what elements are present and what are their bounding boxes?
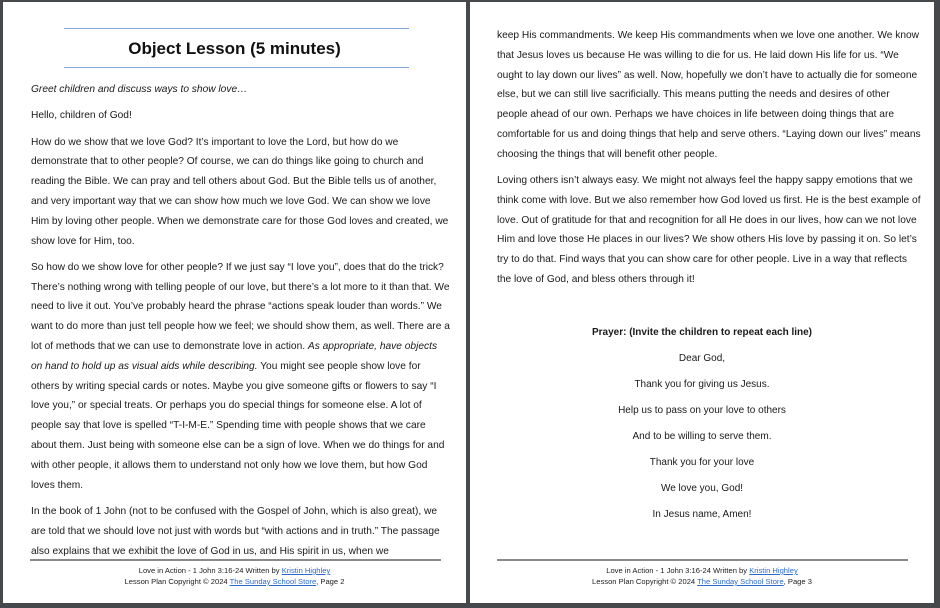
document-page-2	[3, 2, 466, 603]
lesson-body-left	[31, 80, 451, 568]
page-title: Object Lesson (5 minutes)	[128, 39, 341, 58]
paragraph-1: How do we show that we love God? It’s important to love the Lord, but how do we demonstrate that to other people? Of course, we can do things like going to church and reading the Bible. We can pray and tell others about God. But the Bible tells us of another, and very important way that we can show how much we love God. We can show we love Him by loving other people. When we demonstrate care for those God loves and created, we show love for Him, too.	[31, 136, 449, 247]
paragraph-3: In the book of 1 John (not to be confused with the Gospel of John, which is also great), we are told that we should love not just with words but “with actions and in truth.” The passage also explains that we exhibit the love of God in us, and His spirit in us, when we	[31, 505, 440, 557]
footer-rule	[497, 559, 908, 561]
greeting: Hello, children of God!	[31, 110, 132, 122]
prayer-line: Dear God,	[678, 353, 726, 364]
title-bottom-rule	[64, 67, 409, 68]
intro-instruction: Greet children and discuss ways to show love…	[31, 84, 248, 95]
page-footer: Love in Action - 1 John 3:16-24 Written by Kristin Highley Lesson Plan Copyright © 2024 The Sunday School Store, Page 3	[592, 566, 812, 586]
prayer-line: In Jesus name, Amen!	[652, 509, 752, 520]
store-link[interactable]: The Sunday School Store	[229, 577, 317, 586]
paragraph-continued: keep His commandments. We keep His commandments when we love one another. We know that Jesus loves us because He was willing to die for us. He laid down His life for us. “We ought to lay down our lives” as well. Now, hopefully we don’t have to actually die for someone else, but we can still live sacrificially. This means putting the needs and desires of other people ahead of our own. Perhaps we have choices in life between doing things that are comfortable for us and doing things that help and serve others. “Laying down our lives” means choosing the things that will benefit other people.	[497, 30, 921, 160]
prayer-heading: Prayer: (Invite the children to repeat each line)	[591, 327, 813, 338]
prayer-line: Thank you for giving us Jesus.	[634, 379, 770, 390]
author-link[interactable]: Kristin Highley	[281, 566, 331, 575]
document-page-3	[470, 2, 934, 603]
prayer-line: Thank you for your love	[649, 457, 755, 468]
visual-aid-instruction: As appropriate, have objects on hand to hold up as visual aids while describing.	[31, 341, 438, 372]
prayer-section	[470, 320, 934, 528]
page-number: , Page 2	[316, 577, 345, 586]
lesson-body-right	[497, 26, 922, 296]
prayer-line: And to be willing to serve them.	[632, 431, 772, 442]
title-top-rule	[64, 28, 409, 29]
paragraph-2: So how do we show love for other people? If we just say “I love you”, does that do the trick? There’s nothing wrong with telling people of our love, but there’s a lot more to it than that. We need to live it out. You’ve probably heard the phrase “actions speak louder than words.” We want to do more than just tell people how we feel; we should show them, as well. There are a lot of methods that we can use to demonstrate love in action. As appropriate, have objects on hand to hold up as visual aids while describing. You might see people show love for others by writing special cards or notes. Maybe you give someone gifts or flowers to say “I love you,” or special treats. Or perhaps you do special things for someone else. A lot of people say that love is spelled “T-I-M-E.” Spending time with people shows that we care about them. Just being with someone else can be a sign of love. When we do things for and with other people, it allows them to understand not only how we love them, but how God loves them.	[31, 261, 450, 491]
prayer-line: We love you, God!	[660, 483, 744, 494]
page-number: , Page 3	[783, 577, 812, 586]
store-link[interactable]: The Sunday School Store	[697, 577, 784, 586]
author-link[interactable]: Kristin Highley	[749, 566, 798, 575]
page-footer: Love in Action - 1 John 3:16-24 Written by Kristin Highley Lesson Plan Copyright © 2024 The Sunday School Store, Page 2	[124, 566, 345, 586]
prayer-line: Help us to pass on your love to others	[618, 405, 786, 416]
footer-rule	[30, 559, 441, 561]
paragraph-closing: Loving others isn’t always easy. We might not always feel the happy sappy emotions that we think come with love. But we also remember how God loved us first. He is the best example of love. Out of gratitude for that and recognition for all He does in our lives, how can we not love Him and love those He places in our lives? We show others His love by passing it on. So let’s try to do that. Find ways that you can show care for other people. Live in a way that reflects the love of God, and bless others through it!	[497, 175, 921, 286]
